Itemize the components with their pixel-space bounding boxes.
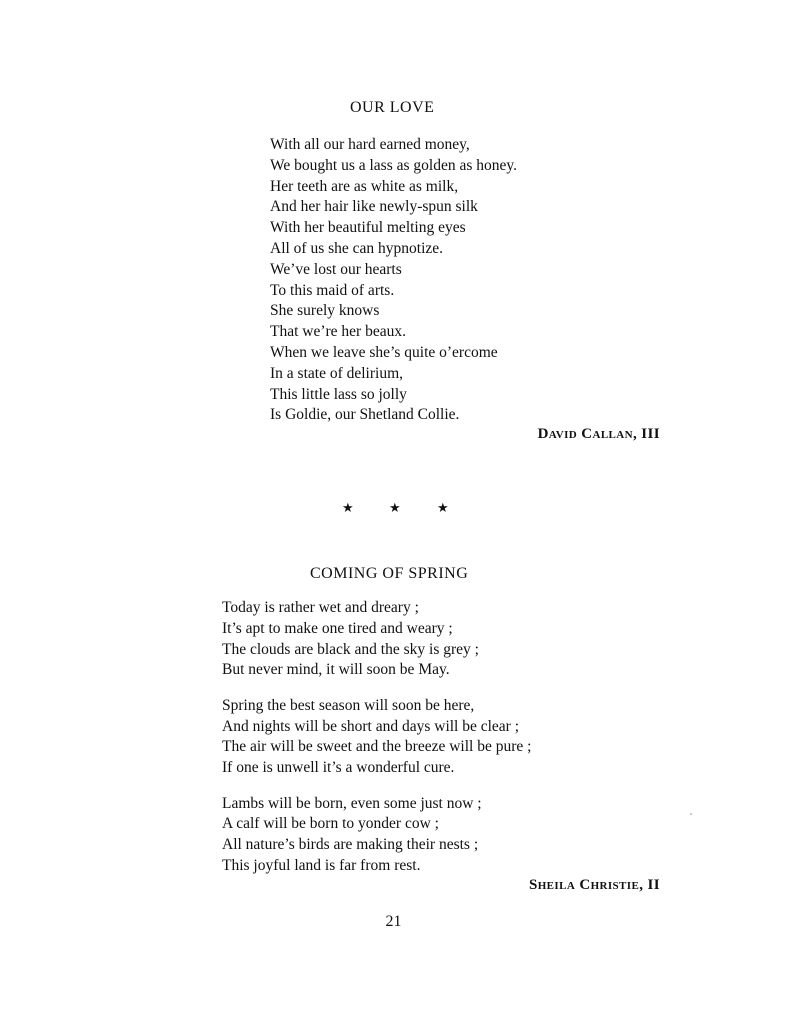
- poem-stanza: [222, 598, 531, 681]
- poem-stanza: [222, 794, 531, 877]
- poem-author-sheila-christie: Sheila Christie, II: [528, 877, 660, 893]
- poem-line: Spring the best season will soon be here,: [222, 696, 475, 714]
- poem-line: In a state of delirium,: [270, 364, 403, 382]
- poem-line: This little lass so jolly: [270, 385, 407, 403]
- poem-line: But never mind, it will soon be May.: [222, 661, 450, 679]
- poem-line: When we leave she’s quite o’ercome: [270, 343, 498, 361]
- star-icon: ★: [437, 500, 449, 515]
- poem-line: A calf will be born to yonder cow ;: [222, 815, 439, 833]
- poem-line: And her hair like newly-spun silk: [270, 198, 478, 216]
- star-icon: ★: [389, 500, 401, 515]
- poem-body-our-love: [270, 135, 517, 426]
- poem-line: Today is rather wet and dreary ;: [222, 599, 419, 616]
- poem-line: It’s apt to make one tired and weary ;: [222, 619, 453, 637]
- star-separator: [0, 498, 800, 518]
- poem-line: And nights will be short and days will be clear ;: [222, 717, 520, 735]
- scan-speck: [690, 813, 692, 815]
- poem-line: Lambs will be born, even some just now ;: [222, 794, 482, 812]
- poem-line: The clouds are black and the sky is grey ;: [222, 640, 479, 658]
- poem-line: With her beautiful melting eyes: [270, 219, 466, 237]
- poem-line: To this maid of arts.: [270, 281, 395, 299]
- poem-line: This joyful land is far from rest.: [222, 856, 421, 874]
- poem-line: That we’re her beaux.: [270, 323, 406, 341]
- poem-line: We’ve lost our hearts: [270, 260, 402, 278]
- poem-line: We bought us a lass as golden as honey.: [270, 156, 517, 174]
- poem-line: All nature’s birds are making their nests ;: [222, 836, 479, 854]
- poem-title-coming-of-spring: COMING OF SPRING: [310, 565, 469, 582]
- poem-line: If one is unwell it’s a wonderful cure.: [222, 759, 455, 777]
- poem-title-our-love: OUR LOVE: [350, 99, 435, 116]
- poem-line: The air will be sweet and the breeze will be pure ;: [222, 738, 532, 756]
- poem-author-david-callan: David Callan, III: [537, 426, 660, 442]
- poem-line: Is Goldie, our Shetland Collie.: [270, 406, 460, 424]
- poem-line: She surely knows: [270, 302, 380, 320]
- poem-line: With all our hard earned money,: [270, 136, 470, 153]
- poem-body-coming-of-spring: [222, 598, 531, 877]
- page-number: 21: [385, 913, 402, 930]
- star-icon: ★: [342, 500, 354, 515]
- poem-line: Her teeth are as white as milk,: [270, 177, 459, 195]
- poem-stanza: [222, 696, 531, 779]
- poem-line: All of us she can hypnotize.: [270, 239, 444, 257]
